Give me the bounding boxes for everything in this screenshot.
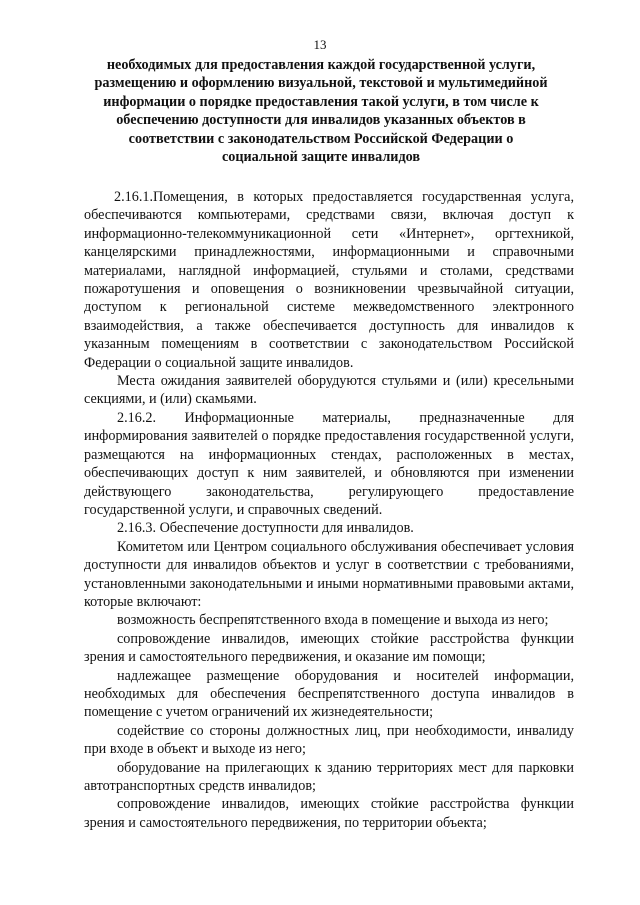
document-body [84, 188, 574, 832]
heading-line: размещению и оформлению визуальной, текстовой и мультимедийной [94, 75, 548, 92]
heading-line: соответствии с законодательством Российской Федерации о [128, 130, 514, 147]
section-heading [82, 56, 560, 166]
paragraph-committee: Комитетом или Центром социального обслуживания обеспечивает условия доступности для инвалидов объектов и услуг в соответствии с требованиями, установленными законодательными и иными нормативными правовыми актами, которые включают: [84, 538, 574, 610]
list-item: надлежащее размещение оборудования и носителей информации, необходимых для обеспечения беспрепятственного доступа инвалидов в помещение с учетом ограничений их жизнедеятельности; [84, 667, 574, 721]
list-item: оборудование на прилегающих к зданию территориях мест для парковки автотранспортных средств инвалидов; [84, 759, 574, 794]
paragraph-2-16-2: 2.16.2. Информационные материалы, предназначенные для информирования заявителей о порядке предоставления государственной услуги, размещаются на информационных стендах, расположенных в местах, обеспечивающих доступ к ним заявителей, и обновляются при изменении действующего законодательства, регулирующего предоставление государственной услуги, и справочных сведений. [84, 409, 574, 518]
paragraph-2-16-3: 2.16.3. Обеспечение доступности для инвалидов. [117, 520, 414, 537]
heading-line: социальной защите инвалидов [221, 149, 421, 166]
list-item: сопровождение инвалидов, имеющих стойкие расстройства функции зрения и самостоятельного передвижения, и оказание им помощи; [84, 630, 574, 666]
paragraph-waiting-areas: Места ожидания заявителей оборудуются стульями и (или) кресельными секциями, и (или) скамьями. [84, 373, 574, 408]
page-number: 13 [313, 37, 327, 52]
heading-line: необходимых для предоставления каждой государственной услуги, [106, 57, 536, 73]
list-item: возможность беспрепятственного входа в помещение и выхода из него; [117, 612, 549, 629]
heading-line: информации о порядке предоставления такой услуги, в том числе к [103, 93, 539, 110]
heading-line: обеспечению доступности для инвалидов указанных объектов в [116, 112, 526, 129]
list-item: содействие со стороны должностных лиц, при необходимости, инвалиду при входе в объект и выходе из него; [84, 722, 574, 758]
paragraph-2-16-1: 2.16.1.Помещения, в которых предоставляется государственная услуга, обеспечиваются компьютерами, средствами связи, включая доступ к информационно-телекоммуникационной сети «Интернет», оргтехникой, канцелярскими принадлежностями, информационными и справочными материалами, наглядной информацией, стульями и столами, средствами пожаротушения и оповещения о возникновении чрезвычайной ситуации, доступом к региональной системе межведомственного электронного взаимодействия, а также обеспечивается доступность для инвалидов к указанным помещениям в соответствии с законодательством Российской Федерации о социальной защите инвалидов. [84, 189, 574, 371]
list-item: сопровождение инвалидов, имеющих стойкие расстройства функции зрения и самостоятельного передвижения, по территории объекта; [84, 796, 574, 831]
